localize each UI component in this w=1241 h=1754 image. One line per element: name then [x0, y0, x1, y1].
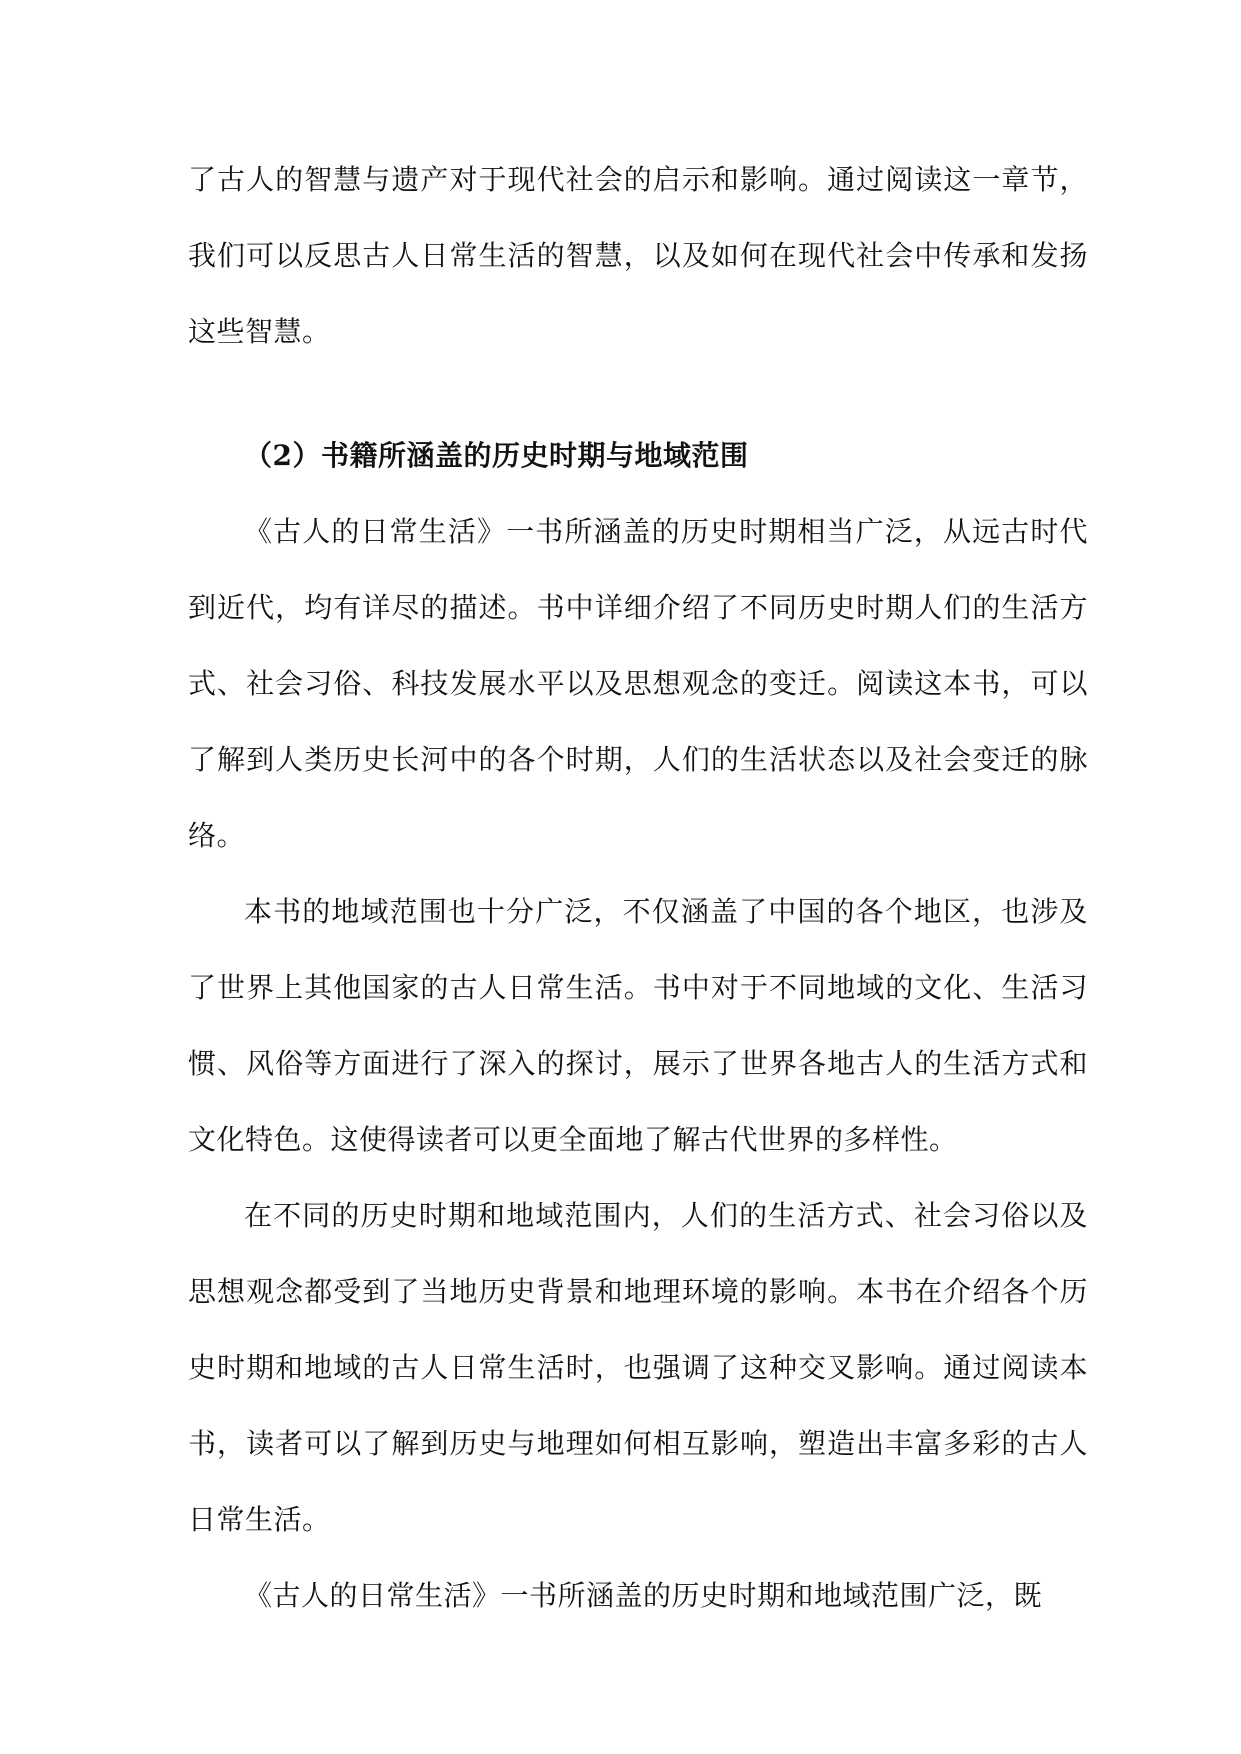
document-body: [188, 142, 1088, 1634]
paragraph-summary-start: 《古人的日常生活》一书所涵盖的历史时期和地域范围广泛，既: [244, 1579, 1043, 1612]
paragraph-geographic-scope: 本书的地域范围也十分广泛，不仅涵盖了中国的各个地区，也涉及了世界上其他国家的古人日常生活。书中对于不同地域的文化、生活习惯、风俗等方面进行了深入的探讨，展示了世界各地古人的生活方式和文化特色。这使得读者可以更全面地了解古代世界的多样性。: [188, 895, 1088, 1156]
paragraph-continuation: 了古人的智慧与遗产对于现代社会的启示和影响。通过阅读这一章节，我们可以反思古人日常生活的智慧，以及如何在现代社会中传承和发扬这些智慧。: [188, 163, 1088, 348]
section-heading: （2）书籍所涵盖的历史时期与地域范围: [244, 439, 749, 472]
paragraph-historical-periods: 《古人的日常生活》一书所涵盖的历史时期相当广泛，从远古时代到近代，均有详尽的描述。书中详细介绍了不同历史时期人们的生活方式、社会习俗、科技发展水平以及思想观念的变迁。阅读这本书，可以了解到人类历史长河中的各个时期，人们的生活状态以及社会变迁的脉络。: [188, 515, 1088, 852]
paragraph-cross-influence: 在不同的历史时期和地域范围内，人们的生活方式、社会习俗以及思想观念都受到了当地历史背景和地理环境的影响。本书在介绍各个历史时期和地域的古人日常生活时，也强调了这种交叉影响。通过阅读本书，读者可以了解到历史与地理如何相互影响，塑造出丰富多彩的古人日常生活。: [188, 1199, 1088, 1536]
